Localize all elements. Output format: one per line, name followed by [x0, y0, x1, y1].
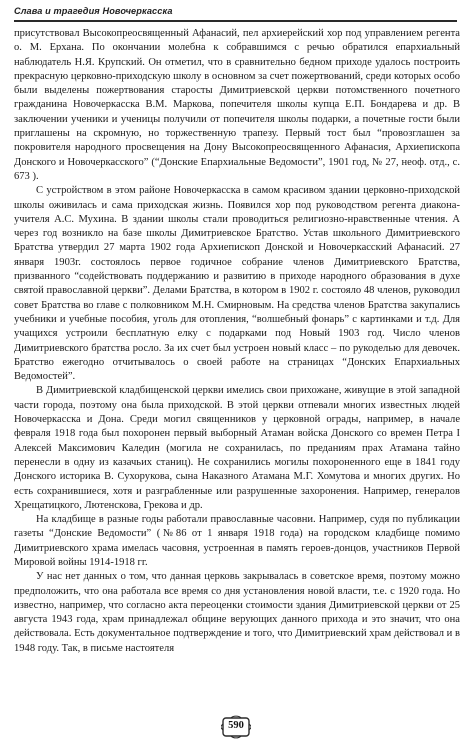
page-number: 590 — [228, 720, 244, 731]
paragraph: С устройством в этом районе Новочеркасска в самом красивом здании церковно-приходской школы оживилась и сама приходская жизнь. Появился хор под руководством регента диакона-учителя А.С. Мухина. В здании школы стали проводиться религиозно-нравственные чтения. А через год возникло на базе школы Димитриевское Братство. Устав школьного Димитриевского Братства утвердил 27 марта 1902 года Архиепископ Донской и Новочеркасский Афанасий. 27 января 1903г. состоялось первое годичное собрание членов Димитриевского Братства, призванного “содействовать поддержанию и развитию в приходе народного образования в духе святой православной церкви”. Делами Братства, в котором в 1902 г. состояло 48 членов, руководил совет Братства во главе с полковником М.Н. Смирновым. На средства членов Братства закупались учебники и учебные пособия, уголь для отопления, “волшебный фонарь” с картинками и т.д. Для учащихся устроили бесплатную елку с подарками под Новый 1903 год. Число членов Димитриевского братства росло. За их счет был устроен новый класс – по рукоделью для девочек. Братство ежегодно отчитывалось о своей работе на страницах “Донских Епархиальных Ведомостей”. — [14, 185, 460, 383]
paragraph: На кладбище в разные годы работали православные часовни. Например, судя по публикации газеты “Донские Ведомости” (№86 от 1 января 1918 года) на городском кладбище помимо Димитриевского храма имелась часовня, устроенная в память героев-донцов, участников Первой Мировой войны 1914-1918 гг. — [14, 514, 460, 568]
paragraph: В Димитриевской кладбищенской церкви имелись свои прихожане, живущие в этой западной части города, поэтому она была приходской. В этой церкви отпевали многих известных людей Новочеркасска и Дона. Среди могил священников у церковной ограды, например, в начале февраля 1918 года был похоронен первый выборный Атаман войска Донского со времен Петра I Алексей Максимович Каледин (могила не сохранилась, по преданиям прах Атамана тайно перенесли в одну из казачьих станиц). Не сохранились могилы похороненного еще в 1841 году Донского историка В. Сухорукова, сына Наказного Атамана М.Г. Хомутова и многих других. Но есть сохранившиеся, хотя и разграбленные или разрушенные захоронения. Например, генералов Хрещатицкого, Лютенскова, Грекова и др. — [14, 385, 460, 511]
body-text — [14, 27, 460, 656]
paragraph: У нас нет данных о том, что данная церковь закрывалась в советское время, поэтому можно предположить, что она работала все время со дня установления новой власти, т.е. с 1920 года. Но известно, например, что согласно акта переоценки стоимости здания Димитриевской церкви от 25 августа 1943 года, храм принадлежал общине верующих данного прихода и это значит, что она действовала. Есть документальное подтверждение и того, что Димитриевский храм действовал и в 1948 году. Так, в письме настоятеля — [14, 571, 460, 654]
page-number-badge — [221, 715, 251, 739]
header-rule — [14, 20, 457, 22]
running-head-title: Слава и трагедия Новочеркасска — [14, 6, 173, 16]
paragraph-continued: присутствовал Высокопреосвященный Афанасий, пел архиерейский хор под управлением регента о. М. Ерхана. По окончании молебна к собравшимся с речью обратился епархиальный наблюдатель Н.Я. Крупский. Он отметил, что в сравнительно бедном приходе удалось построить прекрасную церковно-приходскую школу в основном за счет пожертвований, среди которых особо были выделены пожертвования старосты Димитриевской церкви потомственного почетного гражданина Новочеркасска В.М. Маркова, попечителя школы купца Е.П. Бондарева и др. В заключении ученики и ученицы получили от попечителя школы подарки, а почетные гости были приглашены на скромную, но торжественную трапезу. Первый тост был “провозглашен за покровителя народного просвещения на Дону Высокопреосвященного Афанасия, Архиепископа Донского и Новочеркасского” (“Донские Епархиальные Ведомости”, 1901 год, № 27, неоф. отд., с. 673 ). — [14, 28, 460, 182]
